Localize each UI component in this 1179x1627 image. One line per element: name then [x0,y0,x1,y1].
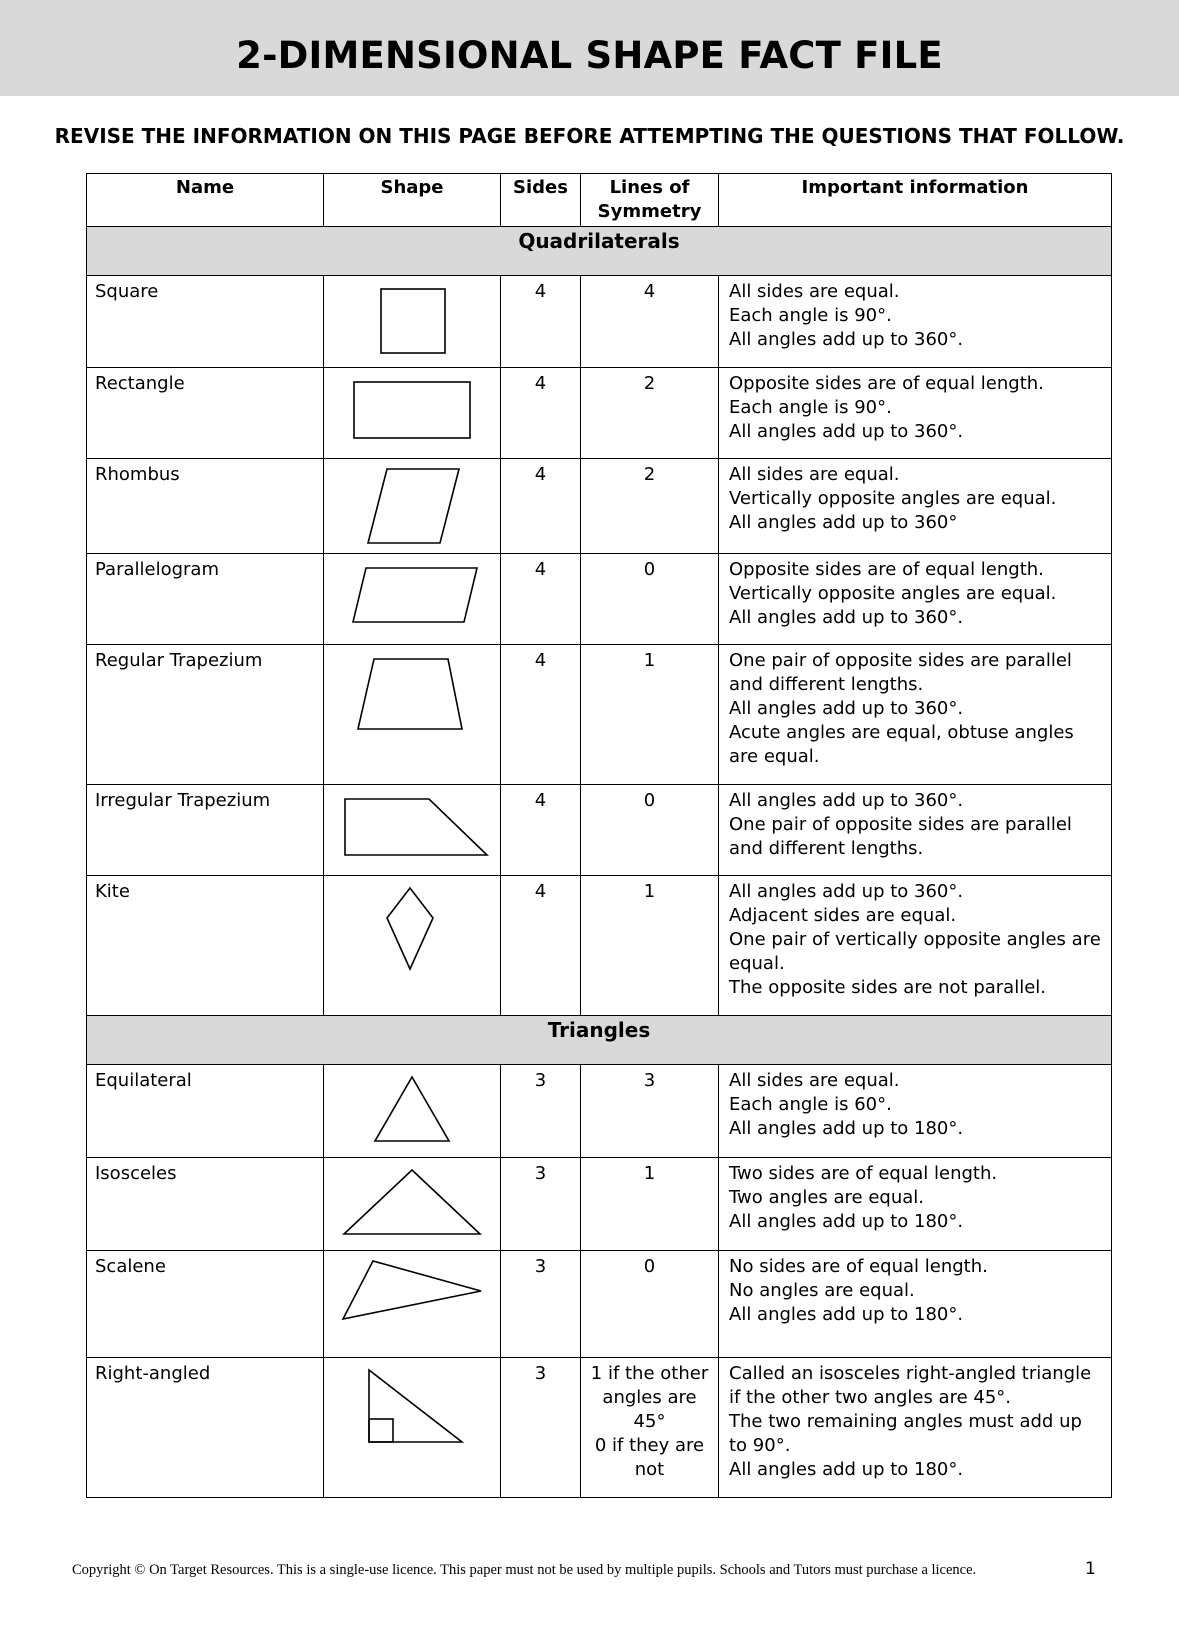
symmetry-line: 1 [643,881,656,902]
important-information [719,554,1112,645]
shape-drawing-cell [324,459,501,554]
symmetry-line: angles are [602,1387,697,1408]
lines-of-symmetry [581,645,719,785]
info-line: Each angle is 60°. [729,1094,892,1115]
info-line: No sides are of equal length. [729,1256,988,1277]
important-information [719,645,1112,785]
lines-of-symmetry [581,459,719,554]
kite-icon [324,876,500,975]
lines-of-symmetry [581,785,719,876]
table-row [87,1065,1112,1158]
info-line: Two sides are of equal length. [729,1163,998,1184]
header-symmetry-line-2: Symmetry [597,201,702,222]
info-line: All sides are equal. [729,281,900,302]
shape-drawing-cell [324,276,501,368]
scalene-triangle-icon [324,1251,500,1325]
info-line: Adjacent sides are equal. [729,905,957,926]
info-line: One pair of opposite sides are parallel and different lengths. [729,814,1072,859]
header-sides: Sides [501,174,581,227]
info-line: All angles add up to 360°. [729,607,964,628]
info-line: All angles add up to 360°. [729,790,964,811]
rhombus-icon [324,459,500,553]
lines-of-symmetry [581,554,719,645]
sides-count: 3 [501,1065,581,1158]
symmetry-line: 0 [643,559,656,580]
sides-count: 4 [501,876,581,1016]
info-line: All angles add up to 360°. [729,329,964,350]
lines-of-symmetry [581,1251,719,1358]
table-row [87,645,1112,785]
shape-drawing-cell [324,876,501,1016]
isosceles-triangle-icon [324,1158,500,1238]
table-header-row [87,174,1112,227]
info-line: All angles add up to 360°. [729,421,964,442]
lines-of-symmetry [581,276,719,368]
info-line: All angles add up to 180°. [729,1459,964,1480]
table-row [87,459,1112,554]
header-important-information: Important information [719,174,1112,227]
important-information [719,1251,1112,1358]
table-row [87,1251,1112,1358]
info-line: Called an isosceles right-angled triangle if the other two angles are 45°. [729,1363,1092,1408]
shape-drawing-cell [324,1251,501,1358]
table-row [87,554,1112,645]
sides-count: 4 [501,459,581,554]
shape-name: Equilateral [87,1065,324,1158]
parallelogram-icon [324,554,500,628]
important-information [719,459,1112,554]
symmetry-line: 0 [643,790,656,811]
symmetry-line: 3 [643,1070,656,1091]
header-lines-of-symmetry [581,174,719,227]
shape-drawing-cell [324,645,501,785]
info-line: Each angle is 90°. [729,397,892,418]
info-line: The opposite sides are not parallel. [729,977,1047,998]
section-heading-triangles: Triangles [87,1016,1112,1065]
info-line: All sides are equal. [729,464,900,485]
table-row [87,1358,1112,1498]
info-line: Acute angles are equal, obtuse angles are equal. [729,722,1074,767]
sides-count: 4 [501,368,581,459]
shape-fact-table [86,173,1112,1498]
table-row [87,368,1112,459]
info-line: All angles add up to 360° [729,512,958,533]
info-line: Each angle is 90°. [729,305,892,326]
info-line: All angles add up to 180°. [729,1118,964,1139]
symmetry-line: 2 [643,464,656,485]
symmetry-line: 1 [643,650,656,671]
section-row-triangles [87,1016,1112,1065]
important-information [719,876,1112,1016]
sides-count: 3 [501,1358,581,1498]
square-icon [324,276,500,360]
section-row-quadrilaterals [87,227,1112,276]
info-line: No angles are equal. [729,1280,915,1301]
sides-count: 3 [501,1158,581,1251]
shape-drawing-cell [324,1065,501,1158]
sides-count: 3 [501,1251,581,1358]
info-line: All angles add up to 360°. [729,698,964,719]
shape-name: Right-angled [87,1358,324,1498]
important-information [719,1358,1112,1498]
info-line: All sides are equal. [729,1070,900,1091]
header-symmetry-line-1: Lines of [609,177,690,198]
header-shape: Shape [324,174,501,227]
info-line: Two angles are equal. [729,1187,925,1208]
table-row [87,876,1112,1016]
info-line: The two remaining angles must add up to 90°. [729,1411,1082,1456]
lines-of-symmetry [581,1358,719,1498]
sides-count: 4 [501,554,581,645]
symmetry-line: 45° [633,1411,666,1432]
symmetry-line: 1 if the other [590,1363,709,1384]
sides-count: 4 [501,645,581,785]
table-row [87,785,1112,876]
info-line: Vertically opposite angles are equal. [729,583,1057,604]
shape-name: Parallelogram [87,554,324,645]
shape-drawing-cell [324,368,501,459]
info-line: All angles add up to 360°. [729,881,964,902]
important-information [719,785,1112,876]
shape-name: Square [87,276,324,368]
symmetry-line: 4 [643,281,656,302]
info-line: Opposite sides are of equal length. [729,373,1044,394]
table-row [87,1158,1112,1251]
rectangle-icon [324,368,500,444]
irregular-trapezium-icon [324,785,500,859]
important-information [719,1065,1112,1158]
shape-name: Kite [87,876,324,1016]
lines-of-symmetry [581,368,719,459]
right-angled-triangle-icon [324,1358,500,1447]
equilateral-triangle-icon [324,1065,500,1144]
shape-name: Irregular Trapezium [87,785,324,876]
section-heading-quadrilaterals: Quadrilaterals [87,227,1112,276]
shape-name: Scalene [87,1251,324,1358]
important-information [719,368,1112,459]
shape-drawing-cell [324,554,501,645]
symmetry-line: 2 [643,373,656,394]
info-line: Opposite sides are of equal length. [729,559,1044,580]
regular-trapezium-icon [324,645,500,739]
lines-of-symmetry [581,1065,719,1158]
lines-of-symmetry [581,876,719,1016]
info-line: All angles add up to 180°. [729,1304,964,1325]
shape-drawing-cell [324,1358,501,1498]
shape-name: Rectangle [87,368,324,459]
symmetry-line: 0 if they are [594,1435,705,1456]
sides-count: 4 [501,785,581,876]
shape-name: Rhombus [87,459,324,554]
important-information [719,1158,1112,1251]
shape-name: Isosceles [87,1158,324,1251]
instruction-text: REVISE THE INFORMATION ON THIS PAGE BEFORE ATTEMPTING THE QUESTIONS THAT FOLLOW. [54,124,1125,148]
important-information [719,276,1112,368]
shape-drawing-cell [324,1158,501,1251]
shape-drawing-cell [324,785,501,876]
symmetry-line: 0 [643,1256,656,1277]
info-line: One pair of vertically opposite angles are equal. [729,929,1101,974]
page-title: 2-DIMENSIONAL SHAPE FACT FILE [236,34,943,77]
symmetry-line: 1 [643,1163,656,1184]
info-line: All angles add up to 180°. [729,1211,964,1232]
shape-name: Regular Trapezium [87,645,324,785]
page-number: 1 [1085,1559,1096,1579]
info-line: One pair of opposite sides are parallel and different lengths. [729,650,1072,695]
copyright-footer: Copyright © On Target Resources. This is a single-use licence. This paper must not be used by multiple pupils. Schools and Tutors must purchase a licence. [72,1562,977,1578]
info-line: Vertically opposite angles are equal. [729,488,1057,509]
header-name: Name [87,174,324,227]
symmetry-line: not [634,1459,665,1480]
sides-count: 4 [501,276,581,368]
lines-of-symmetry [581,1158,719,1251]
table-row [87,276,1112,368]
